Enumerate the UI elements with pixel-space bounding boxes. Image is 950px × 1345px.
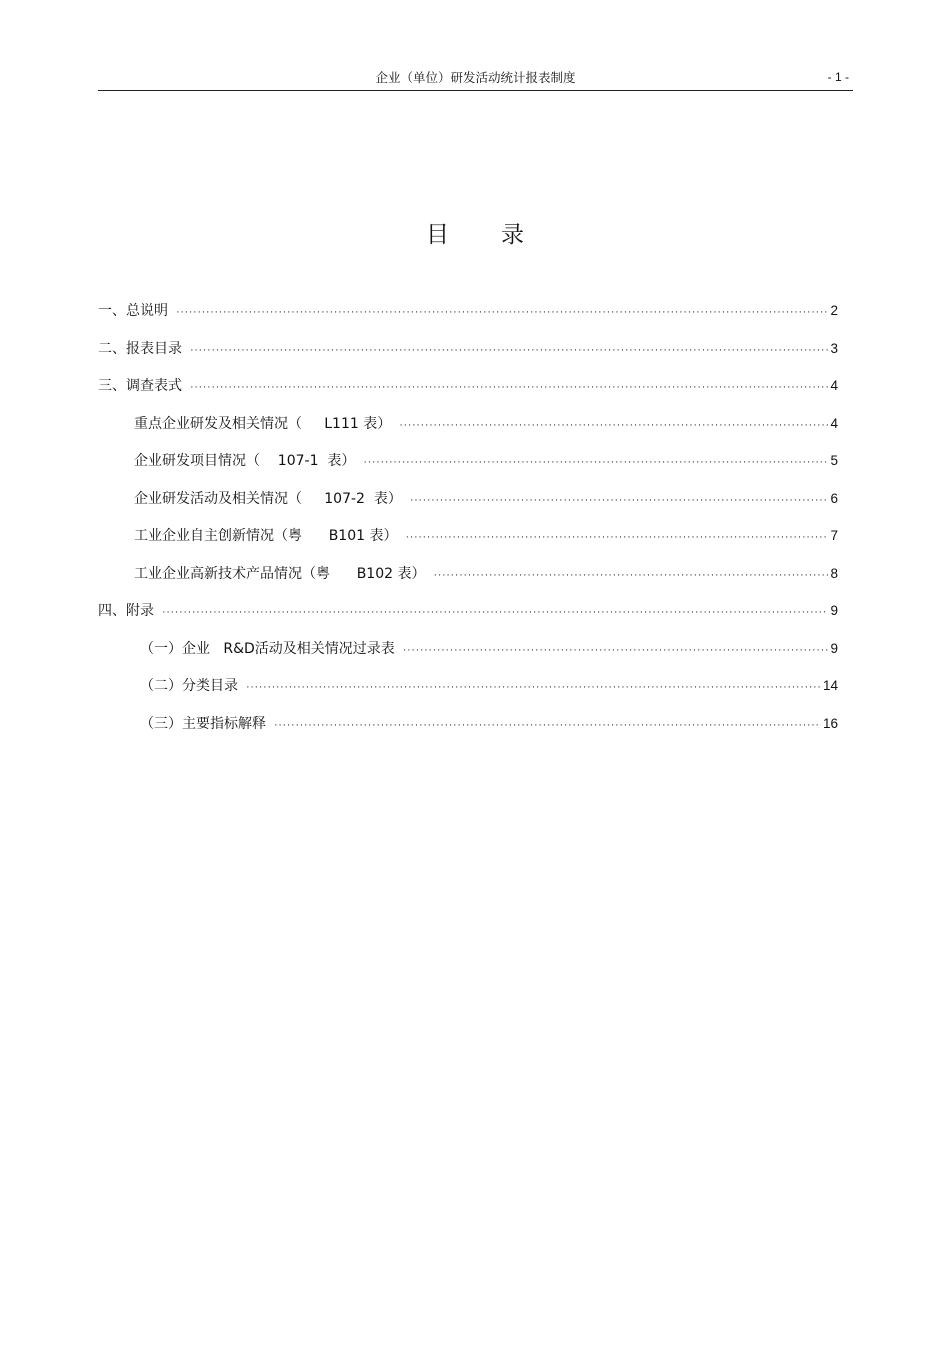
dot-leader bbox=[162, 606, 828, 618]
toc-entry-classification-catalog[interactable] bbox=[98, 675, 838, 713]
toc-entry-l111[interactable] bbox=[98, 413, 838, 451]
dot-leader bbox=[433, 569, 828, 581]
toc-entry-label: （二）分类目录 bbox=[140, 678, 238, 694]
dot-leader bbox=[405, 531, 828, 543]
toc-title: 目录 bbox=[426, 222, 576, 248]
table-of-contents bbox=[98, 300, 838, 750]
toc-entry-indicator-definitions[interactable] bbox=[98, 713, 838, 751]
toc-entry-label: 企业研发项目情况（ 107-1 表） bbox=[134, 453, 356, 469]
toc-entry-page: 16 bbox=[822, 715, 838, 731]
toc-entry-label: 重点企业研发及相关情况（ L111 表） bbox=[134, 415, 392, 432]
toc-entry-page: 5 bbox=[830, 453, 838, 468]
toc-entry-107-2[interactable] bbox=[98, 488, 838, 526]
toc-entry-label: 三、调查表式 bbox=[98, 378, 182, 394]
toc-entry-page: 9 bbox=[830, 603, 838, 618]
dot-leader bbox=[246, 681, 821, 693]
header-title: 企业（单位）研发活动统计报表制度 bbox=[375, 70, 576, 85]
dot-leader bbox=[403, 644, 829, 656]
toc-entry-b102[interactable] bbox=[98, 563, 838, 601]
toc-entry-label: （三）主要指标解释 bbox=[140, 715, 266, 732]
toc-entry-page: 2 bbox=[830, 303, 838, 318]
toc-entry-page: 4 bbox=[830, 415, 838, 431]
dot-leader bbox=[399, 419, 828, 431]
dot-leader bbox=[190, 381, 828, 393]
toc-entry-label: 一、总说明 bbox=[98, 303, 168, 319]
running-header bbox=[98, 66, 853, 91]
toc-entry-page: 8 bbox=[830, 565, 838, 581]
toc-entry-107-1[interactable] bbox=[98, 450, 838, 488]
toc-entry-label: 二、报表目录 bbox=[98, 340, 182, 357]
dot-leader bbox=[410, 494, 829, 506]
toc-entry-rd-transcription-table[interactable] bbox=[98, 638, 838, 676]
dot-leader bbox=[274, 719, 821, 731]
toc-entry-label: （一）企业 R&D活动及相关情况过录表 bbox=[140, 640, 395, 657]
toc-entry-general-notes[interactable] bbox=[98, 300, 838, 338]
toc-entry-appendix[interactable] bbox=[98, 600, 838, 638]
toc-entry-label: 工业企业自主创新情况（粤 B101 表） bbox=[134, 528, 398, 544]
toc-entry-page: 4 bbox=[830, 378, 838, 393]
toc-entry-label: 四、附录 bbox=[98, 603, 154, 619]
toc-entry-page: 9 bbox=[830, 640, 838, 656]
dot-leader bbox=[176, 306, 828, 318]
toc-entry-label: 企业研发活动及相关情况（ 107-2 表） bbox=[134, 490, 402, 507]
toc-entry-survey-forms[interactable] bbox=[98, 375, 838, 413]
dot-leader bbox=[190, 344, 828, 356]
toc-entry-b101[interactable] bbox=[98, 525, 838, 563]
toc-entry-page: 3 bbox=[830, 340, 838, 356]
toc-entry-page: 6 bbox=[830, 490, 838, 506]
toc-entry-page: 14 bbox=[822, 678, 838, 693]
toc-entry-report-catalog[interactable] bbox=[98, 338, 838, 376]
dot-leader bbox=[363, 456, 828, 468]
toc-entry-page: 7 bbox=[830, 528, 838, 543]
page-number: - 1 - bbox=[827, 70, 849, 84]
toc-entry-label: 工业企业高新技术产品情况（粤 B102 表） bbox=[134, 565, 426, 582]
